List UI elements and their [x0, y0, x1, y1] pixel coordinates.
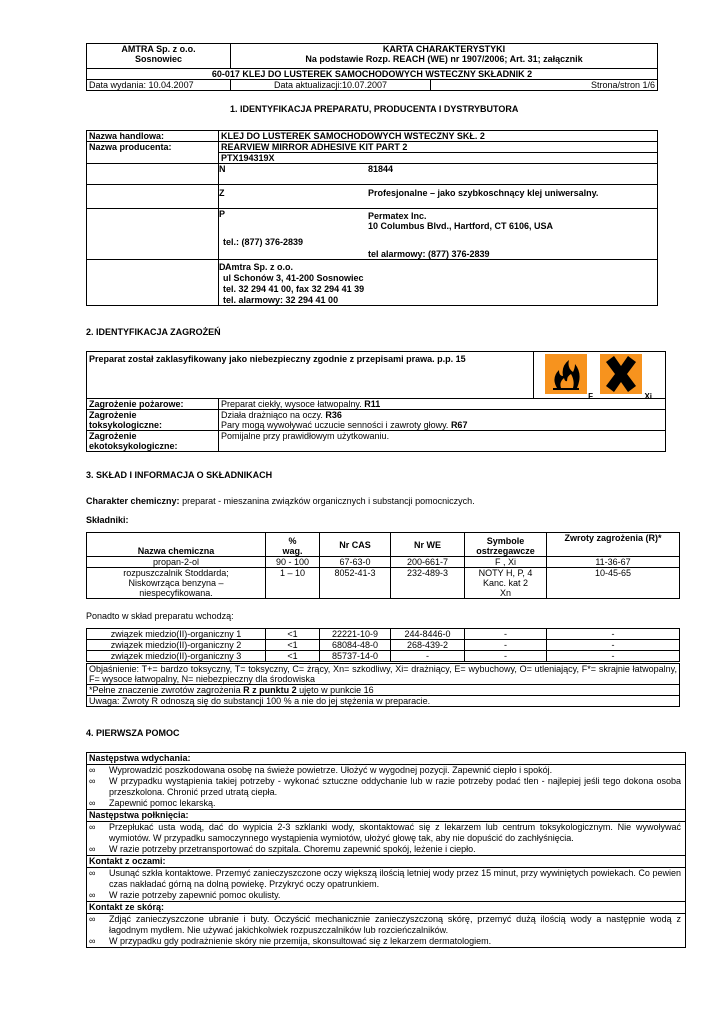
legend: Objaśnienie: T+= bardzo toksyczny, T= toksyczny, C= żrący, Xn= szkodliwy, Xi= drażniący, E= wybuchowy, O= utleniający, F*= skrajnie łatwopalny, F= wysoce łatwopalny, N= niebezpieczny dla środowiska [87, 664, 680, 685]
col-chem-name: Nazwa chemiczna [87, 533, 266, 557]
copper-cell: 244-8446-0 [391, 629, 465, 640]
z-value: Profesjonalne – jako szybkoschnący klej uniwersalny. [368, 188, 599, 198]
n-value: 81844 [368, 164, 394, 174]
eco-hazard-label [87, 431, 219, 452]
copper-cell: związek miedzio(II)-organiczny 1 [87, 629, 266, 640]
first-aid-item [87, 776, 685, 798]
chemical-character [86, 496, 475, 506]
copper-table [86, 628, 680, 662]
trade-name-label: Nazwa handlowa: [87, 131, 219, 142]
p-letter: P [219, 209, 226, 219]
first-aid-item [87, 822, 685, 844]
ingredient-cell: F , Xi [465, 557, 547, 568]
first-aid-text: Zdjąć zanieczyszczone ubranie i buty. Oczyścić mechanicznie zanieczyszczoną skórę, przemyć dużą ilością wody a następnie wodą z łagodnym mydłem. Nie używać jakichkolwiek rozpuszczalników lub rozcieńczalników. [109, 914, 681, 935]
ingredient-cell: 232-489-3 [391, 568, 465, 599]
bullet-icon: ∞ [89, 844, 96, 854]
ingredient-row [87, 568, 680, 599]
copper-cell: - [465, 629, 547, 640]
section-3-title: 3. SKŁAD I INFORMACJA O SKŁADNIKACH [86, 470, 273, 480]
company-city: Sosnowiec [134, 54, 182, 64]
note-1 [87, 685, 680, 696]
first-aid-text: Wyprowadzić poszkodowana osobę na świeże powietrze. Ułożyć w wygodnej pozycji. Zapewnić ciepło i spokój. [109, 765, 553, 775]
char-text: preparat - mieszanina związków organicznych i substancji pomocniczych. [182, 496, 475, 506]
d-letter: D [219, 262, 226, 272]
first-aid-heading: Następstwa połknięcia: [87, 809, 685, 822]
ingredients-table [86, 532, 680, 599]
first-aid-item [87, 765, 685, 776]
copper-cell: - [547, 651, 680, 662]
copper-cell: <1 [266, 640, 320, 651]
hazard-symbols [534, 352, 666, 399]
copper-cell: - [465, 651, 547, 662]
bullet-icon: ∞ [89, 914, 96, 924]
note-1a: *Pełne znaczenie zwrotów zagrożenia [89, 685, 241, 695]
p-row-label [87, 209, 219, 260]
first-aid-item [87, 890, 685, 901]
col-weight: % wag. [266, 533, 320, 557]
ingredients-label: Składniki: [86, 515, 129, 525]
producer-name: REARVIEW MIRROR ADHESIVE KIT PART 2 [219, 142, 658, 153]
title-cell [231, 44, 658, 69]
doc-title: KARTA CHARAKTERYSTYKI [382, 44, 506, 54]
flame-icon [545, 354, 587, 394]
ingredient-cell: 8052-41-3 [320, 568, 391, 599]
first-aid-item [87, 914, 685, 936]
bullet-icon: ∞ [89, 776, 96, 786]
first-aid-text: Usunąć szkła kontaktowe. Przemyć zanieczyszczone oczy większą ilością letniej wody przez 15 minut, przy wywiniętych powiekach. Co pewien czas nakładać górną na dolną powiekę. Przykryć oczy opatrunkiem. [109, 868, 681, 889]
ingredient-row [87, 557, 680, 568]
eco-label-line-2: ekotoksykologiczne: [89, 441, 178, 451]
z-letter: Z [219, 188, 225, 198]
ingredient-cell: NOTY H, P, 4 Kanc. kat 2 Xn [465, 568, 547, 599]
ingredient-cell: 10-45-65 [547, 568, 680, 599]
eco-label-line-1: Zagrożenie [89, 431, 137, 441]
z-row [219, 185, 658, 209]
bullet-icon: ∞ [89, 868, 96, 878]
copper-row [87, 640, 680, 651]
copper-cell: 85737-14-0 [320, 651, 391, 662]
product-line: 60-017 KLEJ DO LUSTEREK SAMOCHODOWYCH WSTECZNY SKŁADNIK 2 [87, 69, 658, 80]
product-code: PTX194319X [219, 153, 658, 164]
tox-code-1: R36 [325, 410, 342, 420]
tox-hazard-label [87, 410, 219, 431]
first-aid-item [87, 936, 685, 947]
header-table [86, 43, 658, 91]
bullet-icon: ∞ [89, 765, 96, 775]
producer-name-label: Nazwa producenta: [87, 142, 219, 164]
bullet-icon: ∞ [89, 798, 96, 808]
ingredient-cell: 11-36-67 [547, 557, 680, 568]
p-address: 10 Columbus Blvd., Hartford, CT 6106, USA [368, 221, 554, 231]
copper-cell: <1 [266, 629, 320, 640]
first-aid-item [87, 798, 685, 809]
tox-text-2: Pary mogą wywoływać uczucie senności i zawroty głowy. [221, 420, 449, 430]
first-aid-table [86, 752, 686, 948]
first-aid-text: W razie potrzeby zapewnić pomoc okulisty. [109, 890, 281, 900]
company-cell [87, 44, 231, 69]
section-1-table [86, 130, 658, 306]
d-name: Amtra Sp. z o.o. [225, 262, 294, 272]
copper-row [87, 629, 680, 640]
fire-code: R11 [364, 399, 381, 409]
first-aid-text: W przypadku wystąpienia takiej potrzeby - wykonać sztuczne oddychanie lub w razie potrzeby podać tlen - najlepiej jeśli tego dokona osoba przeszkolona. Chronić przed utratą ciepła. [109, 776, 681, 797]
col-we: Nr WE [391, 533, 465, 557]
first-aid-item [87, 844, 685, 855]
x-cross-icon [600, 354, 642, 394]
tox-hazard-value [219, 410, 666, 431]
d-alarm: tel. alarmowy: 32 294 41 00 [223, 295, 339, 305]
first-aid-heading: Kontakt ze skórą: [87, 901, 685, 914]
xi-label: Xi [644, 392, 652, 401]
also-label: Ponadto w skład preparatu wchodzą: [86, 611, 234, 621]
f-label: F [588, 392, 593, 401]
tox-label-line-1: Zagrożenie [89, 410, 137, 420]
copper-cell: - [547, 629, 680, 640]
n-row-label [87, 164, 219, 185]
p-row [219, 209, 658, 260]
first-aid-text: Zapewnić pomoc lekarską. [109, 798, 216, 808]
fire-hazard-label: Zagrożenie pożarowe: [87, 399, 219, 410]
d-row [219, 260, 658, 306]
update-date: Data aktualizacji:10.07.2007 [231, 80, 431, 91]
first-aid-item [87, 868, 685, 890]
irritant-symbol [600, 354, 652, 401]
d-tel: tel. 32 294 41 00, fax 32 294 41 39 [223, 284, 365, 294]
bullet-icon: ∞ [89, 936, 96, 946]
section-4-title: 4. PIERWSZA POMOC [86, 728, 180, 738]
eco-hazard-value: Pomijalne przy prawidłowym użytkowaniu. [219, 431, 666, 452]
page-number: Strona/stron 1/6 [431, 80, 658, 91]
issue-date: Data wydania: 10.04.2007 [87, 80, 231, 91]
tox-text-1: Działa drażniąco na oczy. [221, 410, 323, 420]
col-r-phrases: Zwroty zagrożenia (R)* [547, 533, 680, 557]
section-2-title: 2. IDENTYFIKACJA ZAGROŻEŃ [86, 327, 221, 337]
copper-cell: 268-439-2 [391, 640, 465, 651]
ingredient-cell: 67-63-0 [320, 557, 391, 568]
ingredient-cell: 200-661-7 [391, 557, 465, 568]
first-aid-heading: Następstwa wdychania: [87, 753, 685, 765]
col-symbols: Symbole ostrzegawcze [465, 533, 547, 557]
n-letter: N [219, 164, 226, 174]
copper-cell: związek miedzio(II)-organiczny 3 [87, 651, 266, 662]
ingredient-cell: propan-2-ol [87, 557, 266, 568]
copper-cell: 68084-48-0 [320, 640, 391, 651]
tox-code-2: R67 [450, 420, 468, 430]
d-street: ul Schonów 3, 41-200 Sosnowiec [223, 273, 364, 283]
ingredient-cell: rozpuszczalnik Stoddarda; Niskowrząca benzyna – niespecyfikowana. [87, 568, 266, 599]
note-1b: R z punktu 2 [243, 685, 297, 695]
first-aid-text: Przepłukać usta wodą, dać do wypicia 2-3 szklanki wody, skontaktować się z lekarzem lub centrum toksykologicznym. Nie wywoływać wymiotów. W przypadku samoczynnego wystąpienia wymiotów, ułożyć głowę tak, aby nie dopuścić do zachłyśnięcia. [109, 822, 681, 843]
first-aid-text: W przypadku gdy podrażnienie skóry nie przemija, skonsultować się z lekarzem dermatologiem. [109, 936, 492, 946]
bullet-icon: ∞ [89, 890, 96, 900]
copper-cell: - [391, 651, 465, 662]
ingredient-cell: 1 – 10 [266, 568, 320, 599]
note-1c: ujęto w punkcie 16 [299, 685, 374, 695]
copper-cell: 22221-10-9 [320, 629, 391, 640]
fire-hazard-value [219, 399, 666, 410]
bullet-icon: ∞ [89, 822, 96, 832]
trade-name: KLEJ DO LUSTEREK SAMOCHODOWYCH WSTECZNY SKŁ. 2 [219, 131, 658, 142]
copper-cell: - [465, 640, 547, 651]
col-cas: Nr CAS [320, 533, 391, 557]
company-name: AMTRA Sp. z o.o. [121, 44, 196, 54]
tox-label-line-2: toksykologiczne: [89, 420, 163, 430]
first-aid-heading: Kontakt z oczami: [87, 855, 685, 868]
copper-cell: związek miedzio(II)-organiczny 2 [87, 640, 266, 651]
reach-basis: Na podstawie Rozp. REACH (WE) nr 1907/2006; Art. 31; załącznik [305, 54, 583, 64]
p-tel: tel.: (877) 376-2839 [223, 237, 304, 247]
first-aid-text: W razie potrzeby przetransportować do szpitala. Choremu zapewnić spokój, leżenie i ciepło. [109, 844, 476, 854]
p-name: Permatex Inc. [368, 211, 427, 221]
char-label: Charakter chemiczny: [86, 496, 180, 506]
p-alarm: tel alarmowy: (877) 376-2839 [368, 249, 490, 259]
section-2-table [86, 351, 666, 452]
copper-cell: <1 [266, 651, 320, 662]
note-2: Uwaga: Zwroty R odnoszą się do substancji 100 % a nie do jej stężenia w preparacie. [87, 696, 680, 707]
ingredient-cell: 90 - 100 [266, 557, 320, 568]
fire-text: Preparat ciekły, wysoce łatwopalny. [221, 399, 362, 409]
classification-text: Preparat został zaklasyfikowany jako niebezpieczny zgodnie z przepisami prawa. p.p. 15 [87, 352, 534, 399]
copper-cell: - [547, 640, 680, 651]
n-row [219, 164, 658, 185]
section-1-title: 1. IDENTYFIKACJA PREPARATU, PRODUCENTA I DYSTRYBUTORA [230, 104, 519, 114]
copper-row [87, 651, 680, 662]
flammable-symbol [545, 354, 593, 401]
z-row-label [87, 185, 219, 209]
d-row-label [87, 260, 219, 306]
notes-table [86, 663, 680, 707]
